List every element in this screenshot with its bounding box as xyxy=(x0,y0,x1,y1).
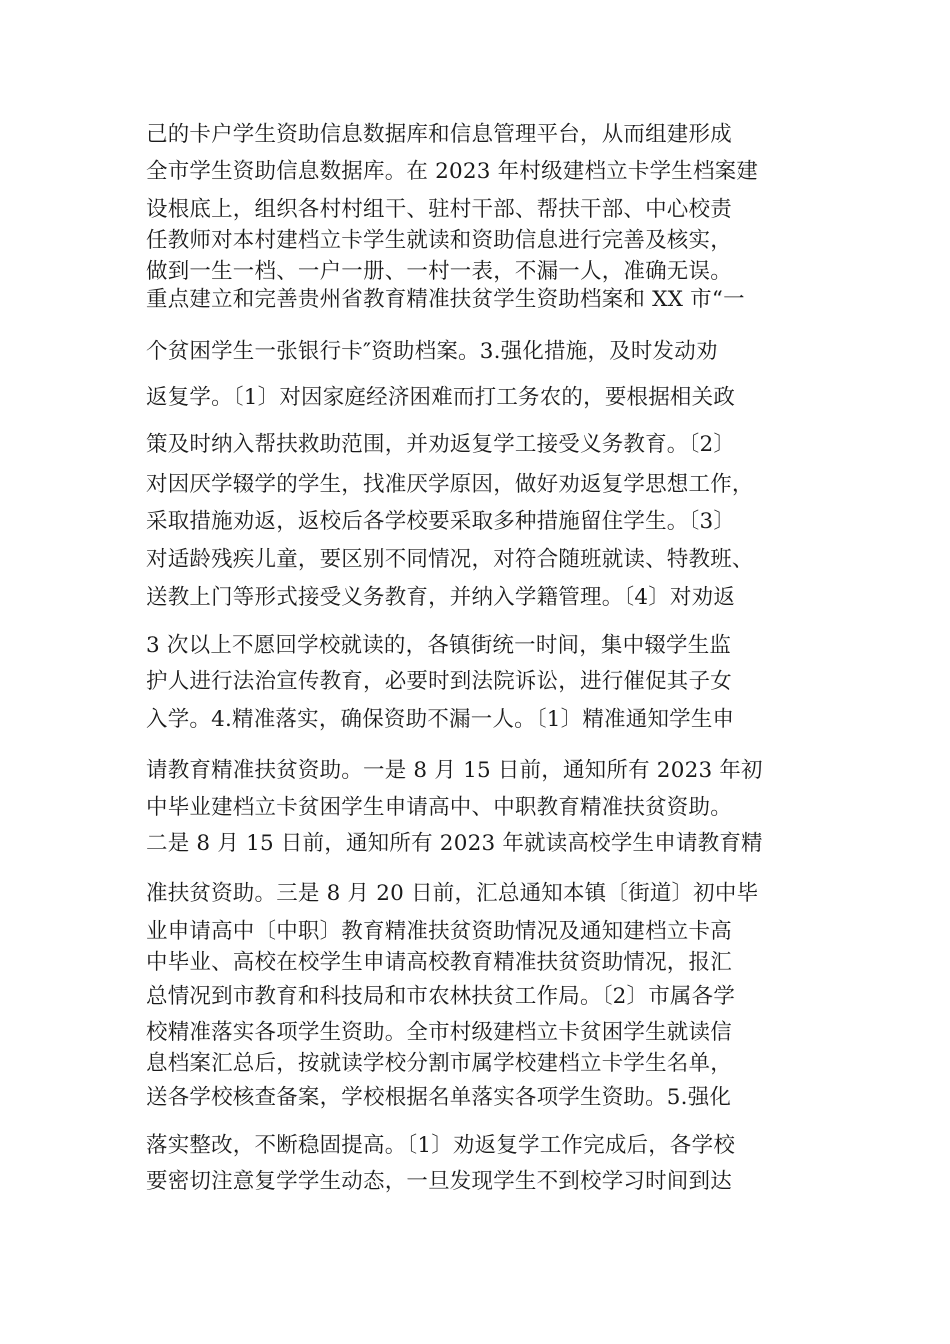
text-line: 请教育精准扶贫资助。一是 8 月 15 日前，通知所有 2023 年初 xyxy=(146,758,763,783)
text-line: 校精准落实各项学生资助。全市村级建档立卡贫困学生就读信 xyxy=(146,1020,732,1045)
text-line: 入学。4.精准落实，确保资助不漏一人。〔1〕精准通知学生申 xyxy=(146,707,735,732)
text-line: 落实整改，不断稳固提高。〔1〕劝返复学工作完成后，各学校 xyxy=(146,1133,736,1158)
text-line: 个贫困学生一张银行卡″资助档案。3.强化措施，及时发动劝 xyxy=(146,339,718,364)
text-line: 做到一生一档、一户一册、一村一表，不漏一人，准确无误。 xyxy=(146,259,732,284)
text-line: 护人进行法治宣传教育，必要时到法院诉讼，进行催促其子女 xyxy=(146,669,732,694)
text-line: 返复学。〔1〕对因家庭经济困难而打工务农的，要根据相关政 xyxy=(146,385,736,410)
text-line: 二是 8 月 15 日前，通知所有 2023 年就读高校学生申请教育精 xyxy=(146,831,763,856)
text-line: 对因厌学辍学的学生，找准厌学原因，做好劝返复学思想工作， xyxy=(146,472,754,497)
text-line: 送各学校核查备案，学校根据名单落实各项学生资助。5.强化 xyxy=(146,1085,732,1110)
text-line: 3 次以上不愿回学校就读的，各镇街统一时间，集中辍学生监 xyxy=(146,633,732,658)
text-line: 对适龄残疾儿童，要区别不同情况，对符合随班就读、特教班、 xyxy=(146,547,754,572)
text-line: 总情况到市教育和科技局和市农林扶贫工作局。〔2〕市属各学 xyxy=(146,984,736,1009)
text-line: 采取措施劝返，返校后各学校要采取多种措施留住学生。〔3〕 xyxy=(146,509,736,534)
text-line: 要密切注意复学学生动态，一旦发现学生不到校学习时间到达 xyxy=(146,1169,732,1194)
text-line: 息档案汇总后，按就读学校分割市属学校建档立卡学生名单， xyxy=(146,1051,732,1076)
text-line: 策及时纳入帮扶救助范围，并劝返复学工接受义务教育。〔2〕 xyxy=(146,432,736,457)
text-line: 重点建立和完善贵州省教育精准扶贫学生资助档案和 XX 市“一 xyxy=(146,287,745,312)
text-line: 设根底上，组织各村村组干、驻村干部、帮扶干部、中心校责 xyxy=(146,197,732,222)
text-line: 业申请高中〔中职〕教育精准扶贫资助情况及通知建档立卡高 xyxy=(146,919,732,944)
text-line: 全市学生资助信息数据库。在 2023 年村级建档立卡学生档案建 xyxy=(146,159,759,184)
text-line: 中毕业建档立卡贫困学生申请高中、中职教育精准扶贫资助。 xyxy=(146,795,732,820)
text-line: 己的卡户学生资助信息数据库和信息管理平台，从而组建形成 xyxy=(146,122,732,147)
text-line: 送教上门等形式接受义务教育，并纳入学籍管理。〔4〕对劝返 xyxy=(146,585,736,610)
text-line: 中毕业、高校在校学生申请高校教育精准扶贫资助情况，报汇 xyxy=(146,950,732,975)
text-line: 任教师对本村建档立卡学生就读和资助信息进行完善及核实， xyxy=(146,228,732,253)
text-line: 准扶贫资助。三是 8 月 20 日前，汇总通知本镇〔街道〕初中毕 xyxy=(146,881,759,906)
